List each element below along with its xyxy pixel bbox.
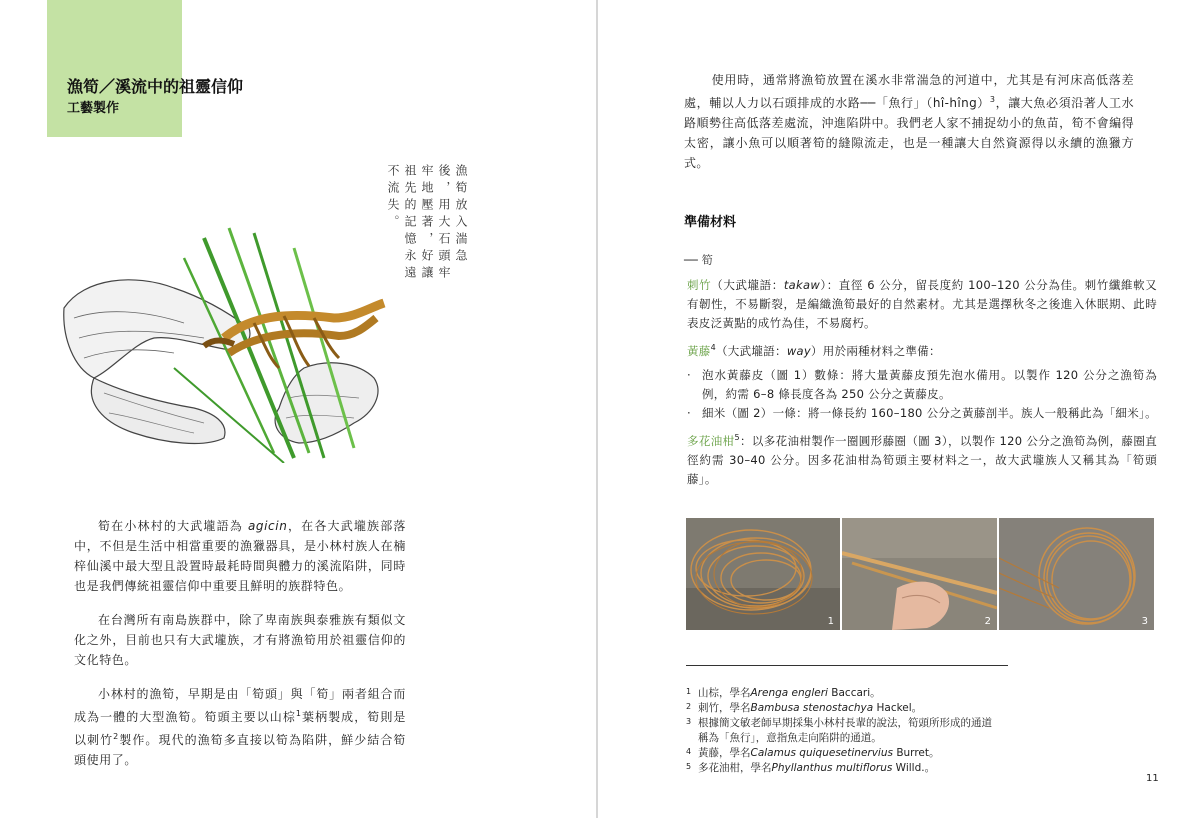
left-body-text (74, 516, 406, 784)
sub-heading: ── 筍 (684, 253, 714, 267)
paragraph-1: 筍在小林村的大武壠語為 agicin，在各大武壠族部落中，不但是生活中相當重要的漁獵器具，是小林村族人在楠梓仙溪中最大型且設置時最耗時間與體力的溪流陷阱，同時也是我們傳統祖靈信仰中重要且鮮明的族群特色。 (74, 519, 407, 593)
material-cizhu: 刺竹（大武壠語：takaw）：直徑 6 公分，留長度約 100–120 公分為佳。刺竹纖維軟又有韌性，不易斷裂，是編織漁筍最好的自然素材。尤其是選擇秋冬之後進入休眠期、此時表皮泛黃點的成竹為佳，不易腐朽。 (687, 278, 1157, 330)
materials-list (687, 276, 1157, 494)
footnote-item: 3 根據簡文敏老師早期採集小林村長輩的說法，筍頭所形成的通道稱為「魚行」，意指魚走向陷阱的通道。 (686, 717, 992, 744)
intro-paragraph: 使用時，通常將漁筍放置在溪水非常湍急的河道中，尤其是有河床高低落差處，輔以人力以石頭排成的水路──「魚行」（hî-hîng）$^3$，讓大魚必須沿著人工水路順勢往高低落差處流，沖進陷阱中。我們老人家不捕捉幼小的魚苗，筍不會編得太密，讓小魚可以順著筍的縫隙流走，也是一種讓大自然資源得以永續的漁獵方式。 (684, 73, 1134, 170)
paragraph-3: 小林村的漁筍，早期是由「筍頭」與「筍」兩者組合而成為一體的大型漁筍。筍頭主要以山棕$^1$葉柄製成，筍則是以刺竹$^2$製作。現代的漁筍多直接以筍為陷阱，鮮少結合筍頭使用了。 (74, 687, 406, 767)
footnote-ref: 1 (295, 709, 302, 718)
right-page (598, 0, 1197, 818)
footnote-item: 2 刺竹，學名Bambusa stenostachya Hackel。 (686, 702, 923, 714)
material-huangteng: 黃藤$^4$（大武壠語：way）用於兩種材料之準備： (687, 343, 941, 358)
footnote-ref: 2 (113, 732, 119, 741)
footnote-item: 1 山棕，學名Arenga engleri Baccari。 (686, 687, 881, 699)
left-page (0, 0, 596, 818)
section-heading: 準備材料 (684, 215, 737, 230)
title-color-block (47, 0, 182, 137)
right-intro-text (684, 70, 1134, 173)
paragraph-2: 在台灣所有南島族群中，除了卑南族與泰雅族有類似文化之外，目前也只有大武壠族，才有將漁筍用於祖靈信仰的文化特色。 (74, 613, 406, 667)
photo-number: 1 (827, 616, 834, 627)
footnote-item: 4 黃藤，學名Calamus quiquesetinervius Burret。 (686, 747, 940, 759)
chapter-subtitle: 工藝製作 (67, 101, 120, 116)
page-number: 11 (1146, 773, 1159, 784)
bullet-item: · 泡水黃藤皮（圖 1）數條：將大量黃藤皮預先泡水備用。以製作 120 公分之漁筍為例，約需 6–8 條長度各為 250 公分之黃藤皮。 (687, 367, 1157, 401)
photo-number: 3 (1141, 616, 1148, 627)
footnote-divider (686, 665, 1008, 666)
fish-trap-weaving-illustration (54, 218, 454, 463)
footnote-ref: 5 (734, 432, 740, 442)
footnotes (686, 686, 1146, 776)
bullet-item: · 細米（圖 2）一條：將一條長約 160–180 公分之黃藤剖半。族人一般稱此為「細米」。 (687, 405, 1157, 420)
material-photos (686, 518, 1154, 630)
vertical-quote: 漁筍放入湍急後，用大石頭牢牢地壓著，好讓祖先的記憶永遠不流失。 (386, 164, 468, 283)
footnote-ref: 3 (989, 95, 996, 104)
footnote-ref: 4 (710, 343, 716, 352)
photo-rattan-coils (686, 518, 840, 630)
photo-rattan-ring (999, 518, 1154, 630)
material-youzhi: 多花油柑$^5$：以多花油柑製作一圈圓形藤圈（圖 3），以製作 120 公分之漁筍為例，藤圈直徑約需 30–40 公分。因多花油柑為筍頭主要材料之一，故大武壠族人又稱其為「筍頭藤」。 (687, 432, 1157, 486)
footnote-item: 5 多花油柑，學名Phyllanthus multiflorus Willd.。 (686, 762, 936, 774)
chapter-title: 漁筍／溪流中的祖靈信仰 (67, 77, 244, 96)
photo-splitting-rattan (842, 518, 997, 630)
photo-number: 2 (984, 616, 991, 627)
